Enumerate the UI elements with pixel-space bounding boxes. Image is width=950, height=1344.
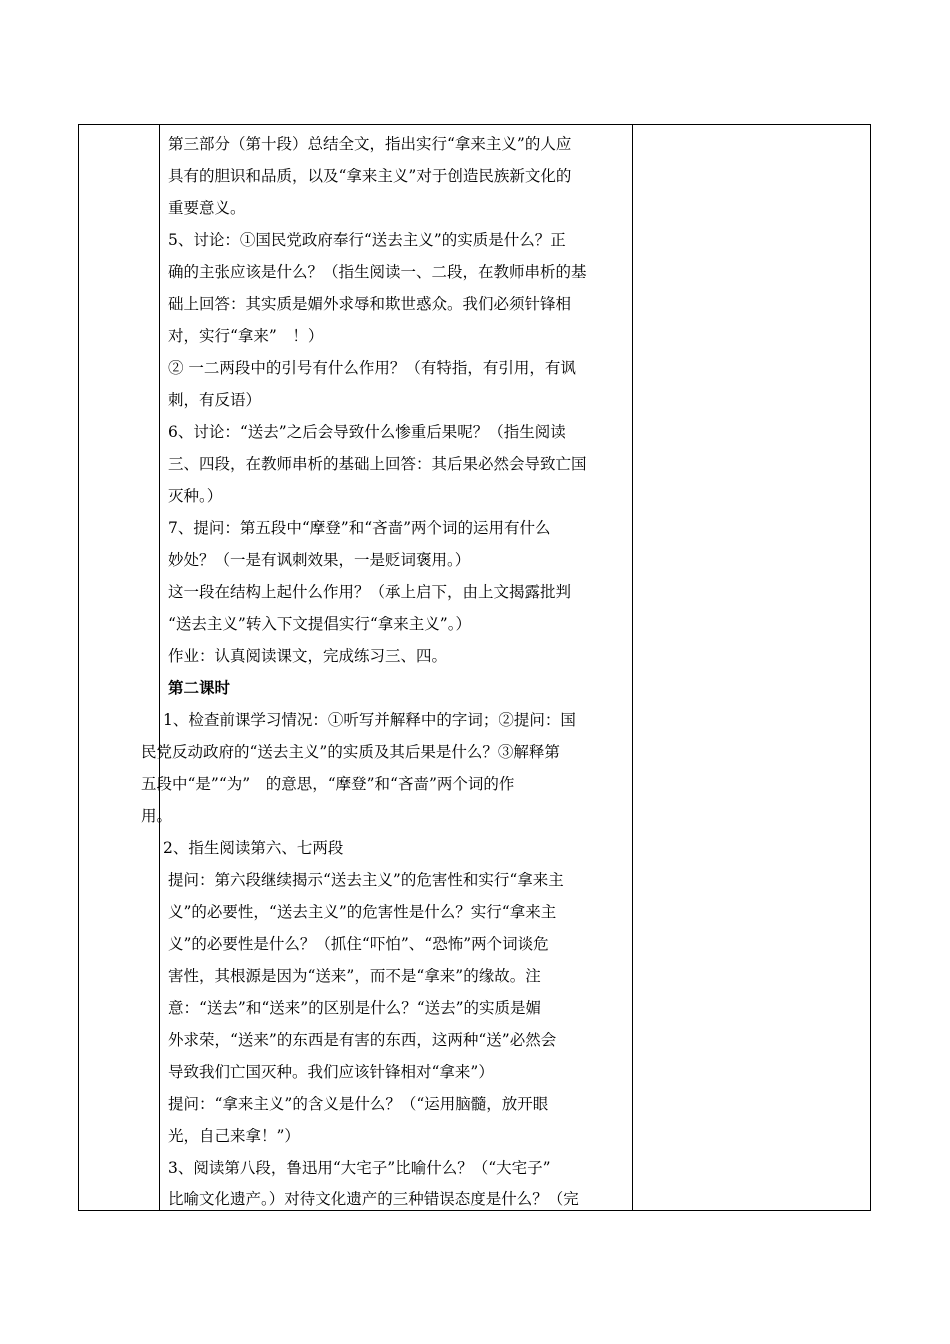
section-heading: 第二课时 (168, 679, 231, 697)
text-line: 对，实行“拿来” ！） (168, 327, 324, 345)
text-line: 作业：认真阅读课文，完成练习三、四。 (168, 647, 448, 665)
text-line: 提问：第六段继续揭示“送去主义”的危害性和实行“拿来主 (168, 871, 564, 889)
text-line: “送去主义”转入下文提倡实行“拿来主义”。） (168, 615, 471, 633)
text-line: 5、讨论：①国民党政府奉行“送去主义”的实质是什么？正 (168, 231, 566, 249)
text-line: 础上回答：其实质是媚外求辱和欺世惑众。我们必须针锋相 (168, 295, 572, 313)
text-line: 害性，其根源是因为“送来”，而不是“拿来”的缘故。注 (168, 967, 541, 985)
text-line: 6、讨论：“送去”之后会导致什么惨重后果呢？（指生阅读 (168, 423, 566, 441)
text-line: 义”的必要性，“送去主义”的危害性是什么？实行“拿来主 (168, 903, 557, 921)
text-line: 妙处？（一是有讽刺效果，一是贬词褒用。） (168, 551, 471, 569)
column-divider-left (159, 125, 160, 1210)
text-line: 民党反动政府的“送去主义”的实质及其后果是什么？③解释第 (141, 743, 560, 761)
text-line: 导致我们亡国灭种。我们应该针锋相对“拿来”） (168, 1063, 494, 1081)
text-line: 外求荣，“送来”的东西是有害的东西，这两种“送”必然会 (168, 1031, 557, 1049)
text-line: 提问：“拿来主义”的含义是什么？（“运用脑髓，放开眼 (168, 1095, 549, 1113)
text-line: 2、指生阅读第六、七两段 (163, 839, 344, 857)
text-line: 这一段在结构上起什么作用？（承上启下，由上文揭露批判 (168, 583, 572, 601)
text-line: 7、提问：第五段中“摩登”和“吝啬”两个词的运用有什么 (168, 519, 551, 537)
text-line: 义”的必要性是什么？（抓住“吓怕”、“恐怖”两个词谈危 (168, 935, 549, 953)
text-line: 灭种。） (168, 487, 223, 505)
text-line: 五段中“是”“为” 的意思，“摩登”和“吝啬”两个词的作 (141, 775, 515, 793)
text-line: 比喻文化遗产。）对待文化遗产的三种错误态度是什么？（完 (168, 1190, 579, 1208)
column-divider-right (632, 125, 633, 1210)
text-line: 第三部分（第十段）总结全文，指出实行“拿来主义”的人应 (168, 135, 572, 153)
text-line: 重要意义。 (168, 199, 246, 217)
text-line: 用。 (141, 807, 173, 825)
text-line: ② 一二两段中的引号有什么作用？（有特指，有引用，有讽 (168, 359, 576, 377)
text-line: 1、检查前课学习情况：①听写并解释中的字词；②提问：国 (163, 711, 576, 729)
text-line: 光，自己来拿！”） (168, 1127, 300, 1145)
text-line: 三、四段，在教师串析的基础上回答：其后果必然会导致亡国 (168, 455, 587, 473)
text-line: 意：“送去”和“送来”的区别是什么？“送去”的实质是媚 (168, 999, 542, 1017)
text-line: 确的主张应该是什么？（指生阅读一、二段，在教师串析的基 (168, 263, 587, 281)
text-line: 刺，有反语） (168, 391, 262, 409)
text-line: 3、阅读第八段，鲁迅用“大宅子”比喻什么？（“大宅子” (168, 1159, 551, 1177)
text-line: 具有的胆识和品质，以及“拿来主义”对于创造民族新文化的 (168, 167, 572, 185)
